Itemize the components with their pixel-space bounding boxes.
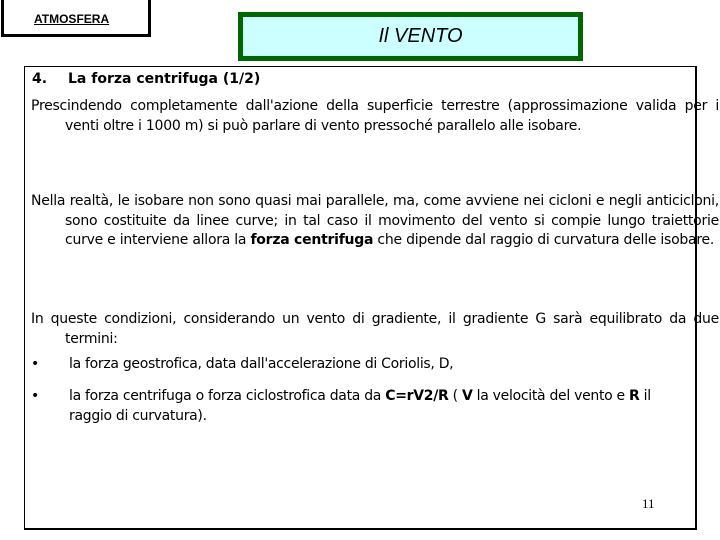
- paragraph-reality-text-2: che dipende dal raggio di curvatura delle isobare.: [373, 232, 715, 248]
- section-heading: [32, 71, 260, 87]
- section-label-box: [1, 0, 151, 37]
- bullet-text: [69, 387, 691, 426]
- section-label: ATMOSFERA: [34, 12, 110, 26]
- title-box: [238, 12, 583, 61]
- bullet-text-part: il raggio di curvatura).: [69, 388, 651, 424]
- bullet-text-part: la forza centrifuga o forza ciclostrofica data da: [69, 388, 386, 404]
- heading-number: 4.: [32, 71, 48, 87]
- paragraph-intro: Prescindendo completamente dall'azione della superficie terrestre (approssimazione valida per i venti oltre i 1000 m) si può parlare di vento pressoché parallelo alle isobare.: [31, 98, 719, 134]
- forza-centrifuga-term: forza centrifuga: [250, 232, 374, 248]
- r-symbol: R: [629, 388, 640, 404]
- paragraph-reality-text-1: Nella realtà, le isobare non sono quasi mai parallele, ma, come avviene nei cicloni e negli anticicloni, sono costituite da linee curve; in tal caso il movimento del vento si compie lungo traiettorie curve e interviene allora la: [31, 193, 719, 248]
- page-title: Il VENTO: [378, 25, 463, 47]
- bullet-icon: •: [31, 356, 39, 372]
- formula: C=rV2/R: [385, 388, 449, 404]
- bullet-item-centrifuga: [31, 387, 691, 426]
- bullet-text: la forza geostrofica, data dall'accelerazione di Coriolis, D,: [69, 356, 454, 372]
- bullet-item-geostrofica: [31, 355, 691, 375]
- content-box: [24, 66, 719, 530]
- heading-text: La forza centrifuga (1/2): [68, 71, 261, 87]
- page-number: 11: [642, 496, 655, 511]
- bullet-text-part: la velocità del vento e: [472, 388, 630, 404]
- paragraph-conditions: In queste condizioni, considerando un vento di gradiente, il gradiente G sarà equilibrato da due termini:: [31, 311, 719, 347]
- bullet-text-part: (: [448, 388, 462, 404]
- paragraph-reality: [31, 192, 719, 251]
- v-symbol: V: [461, 388, 473, 404]
- bullet-icon: •: [31, 388, 39, 404]
